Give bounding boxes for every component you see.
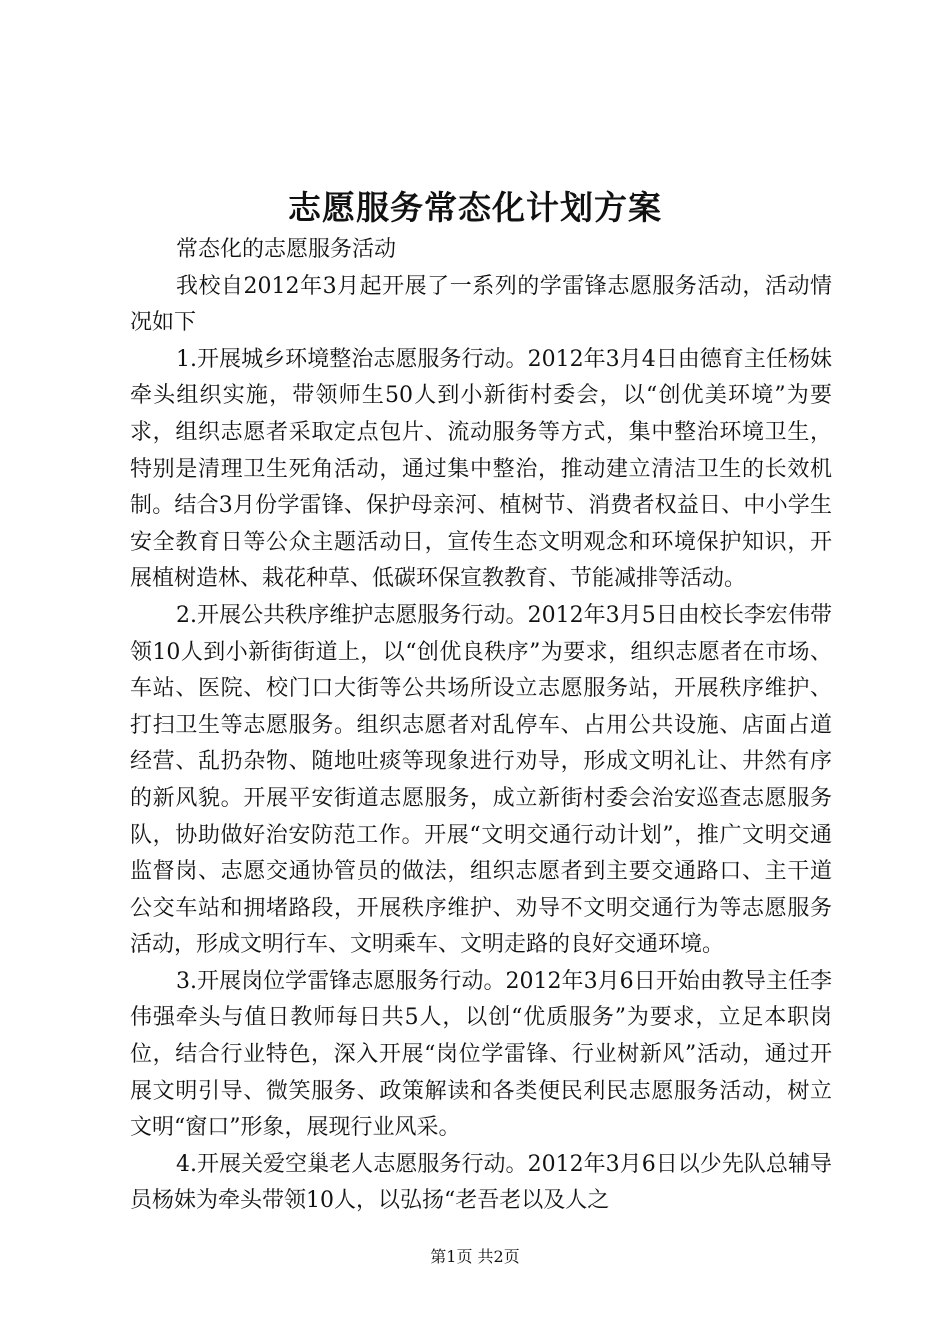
paragraph-item-3: 3.开展岗位学雷锋志愿服务行动。2012年3月6日开始由教导主任李伟强牵头与值日教师每日共5人，以创“优质服务”为要求，立足本职岗位，结合行业特色，深入开展“岗位学雷锋、行业树新风”活动，通过开展文明引导、微笑服务、政策解读和各类便民利民志愿服务活动，树立文明“窗口”形象，展现行业风采。: [130, 968, 832, 1141]
page-number-footer: 第1页 共2页: [430, 1247, 520, 1266]
paragraph-item-2: 2.开展公共秩序维护志愿服务行动。2012年3月5日由校长李宏伟带领10人到小新街街道上，以“创优良秩序”为要求，组织志愿者在市场、车站、医院、校门口大街等公共场所设立志愿服务站，开展秩序维护、打扫卫生等志愿服务。组织志愿者对乱停车、占用公共设施、店面占道经营、乱扔杂物、随地吐痰等现象进行劝导，形成文明礼让、井然有序的新风貌。开展平安街道志愿服务，成立新街村委会治安巡查志愿服务队，协助做好治安防范工作。开展“文明交通行动计划”，推广文明交通监督岗、志愿交通协管员的做法，组织志愿者到主要交通路口、主干道公交车站和拥堵路段，开展秩序维护、劝导不文明交通行为等志愿服务活动，形成文明行车、文明乘车、文明走路的良好交通环境。: [130, 602, 832, 958]
document-body: [130, 232, 832, 1220]
paragraph-item-1: 1.开展城乡环境整治志愿服务行动。2012年3月4日由德育主任杨妹牵头组织实施，带领师生50人到小新街村委会，以“创优美环境”为要求，组织志愿者采取定点包片、流动服务等方式，集中整治环境卫生，特别是清理卫生死角活动，通过集中整治，推动建立清洁卫生的长效机制。结合3月份学雷锋、保护母亲河、植树节、消费者权益日、中小学生安全教育日等公众主题活动日，宣传生态文明观念和环境保护知识，开展植树造林、栽花种草、低碳环保宣教教育、节能减排等活动。: [130, 346, 832, 592]
paragraph-intro: 我校自2012年3月起开展了一系列的学雷锋志愿服务活动，活动情况如下: [130, 273, 832, 336]
document-title: 志愿服务常态化计划方案: [288, 188, 662, 227]
paragraph-subtitle: 常态化的志愿服务活动: [176, 237, 397, 262]
paragraph-item-4: 4.开展关爱空巢老人志愿服务行动。2012年3月6日以少先队总辅导员杨妹为牵头带领10人，以弘扬“老吾老以及人之: [130, 1151, 832, 1214]
